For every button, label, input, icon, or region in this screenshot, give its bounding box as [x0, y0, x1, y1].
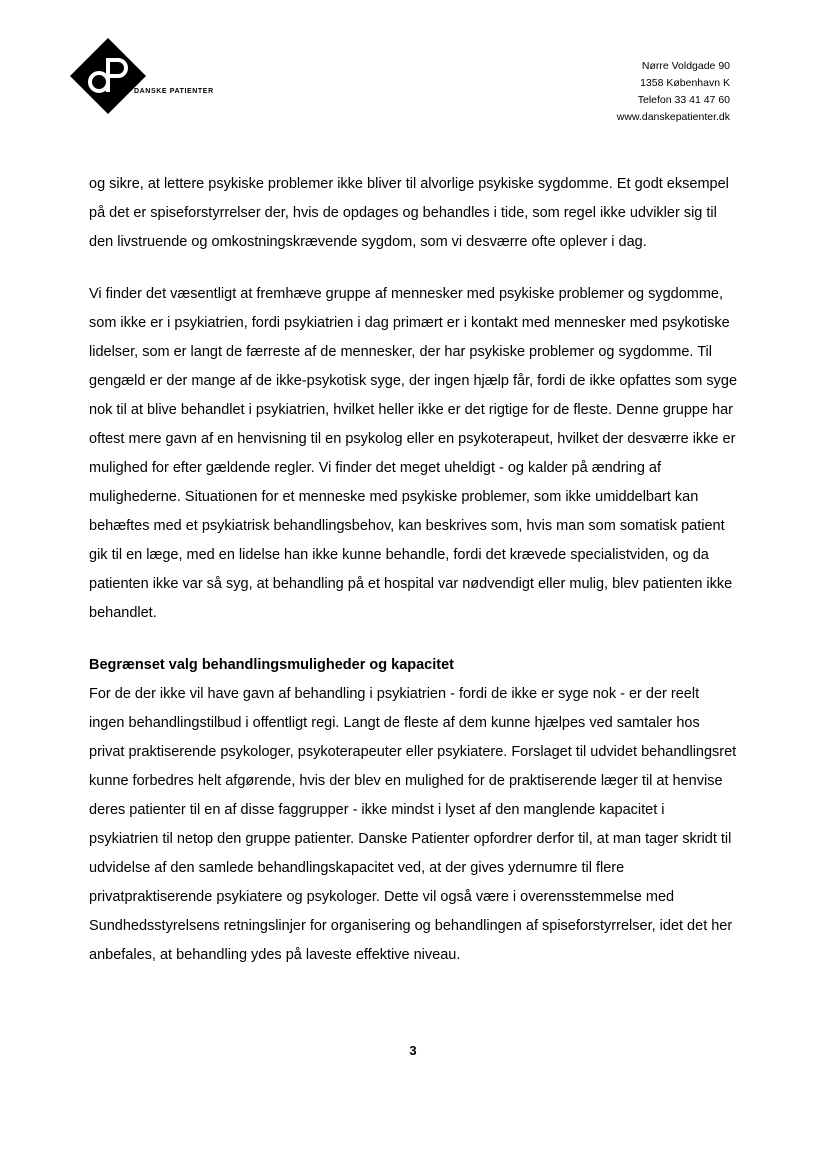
- page-number: 3: [409, 1043, 417, 1058]
- sender-address: [617, 58, 730, 126]
- address-street: Nørre Voldgade 90: [641, 60, 730, 72]
- diamond-dp-logo-icon: [68, 36, 148, 116]
- document-body: [89, 170, 737, 993]
- address-website: www.danskepatienter.dk: [616, 111, 730, 123]
- address-phone: Telefon 33 41 47 60: [637, 94, 730, 106]
- body-paragraph-3: For de der ikke vil have gavn af behandling i psykiatrien - fordi de ikke er syge nok - er der reelt ingen behandlingstilbud i offentligt regi. Langt de fleste af dem kunne hjælpes ved samtaler hos privat praktiserende psykologer, psykoterapeuter eller psykiatere. Forslaget til udvidet behandlingsret kunne forbedres helt afgørende, hvis der blev en mulighed for de praktiserende læger til at henvise deres patienter til en af disse faggrupper - ikke mindst i lyset af den manglende kapacitet i psykiatrien til netop den gruppe patienter. Danske Patienter opfordrer derfor til, at man tager skridt til udvidelse af den samlede behandlingskapacitet ved, at der gives ydernumre til flere privatpraktiserende psykiatere og psykologer. Dette vil også være i overensstemmelse med Sundhedsstyrelsens retningslinjer for organisering og behandlingen af spiseforstyrrelser, idet det her anbefales, at behandling ydes på laveste effektive niveau.: [89, 686, 737, 963]
- section-heading: Begrænset valg behandlingsmuligheder og kapacitet: [89, 657, 454, 673]
- body-paragraph-2: Vi finder det væsentligt at fremhæve gruppe af mennesker med psykiske problemer og sygdomme, som ikke er i psykiatrien, fordi psykiatrien i dag primært er i kontakt med mennesker med psykotiske lidelser, som er langt de færreste af de mennesker, der har psykiske problemer og sygdomme. Til gengæld er der mange af de ikke-psykotisk syge, der ingen hjælp får, fordi de ikke opfattes som syge nok til at blive behandlet i psykiatrien, hvilket heller ikke er det rigtige for de fleste. Denne gruppe har oftest mere gavn af en henvisning til en psykolog eller en psykoterapeut, hvilket der desværre ikke er mulighed for efter gældende regler. Vi finder det meget uheldigt - og kalder på ændring af mulighederne. Situationen for et menneske med psykiske problemer, som ikke umiddelbart kan behæftes med et psykiatrisk behandlingsbehov, kan beskrives som, hvis man som somatisk patient gik til en læge, med en lidelse han ikke kunne behandle, fordi det krævede specialistviden, og da patienten ikke var så syg, at behandling på et hospital var nødvendigt eller mulig, blev patienten ikke behandlet.: [89, 286, 738, 621]
- body-paragraph-1: og sikre, at lettere psykiske problemer ikke bliver til alvorlige psykiske sygdomme. Et godt eksempel på det er spiseforstyrrelser der, hvis de opdages og behandles i tide, som regel ikke udvikler sig til den livstruende og omkostningskrævende sygdom, som vi desværre ofte oplever i dag.: [89, 176, 729, 250]
- organization-logo: [68, 36, 228, 116]
- logo-org-name: DANSKE PATIENTER: [134, 88, 214, 95]
- address-city: 1358 København K: [640, 77, 730, 89]
